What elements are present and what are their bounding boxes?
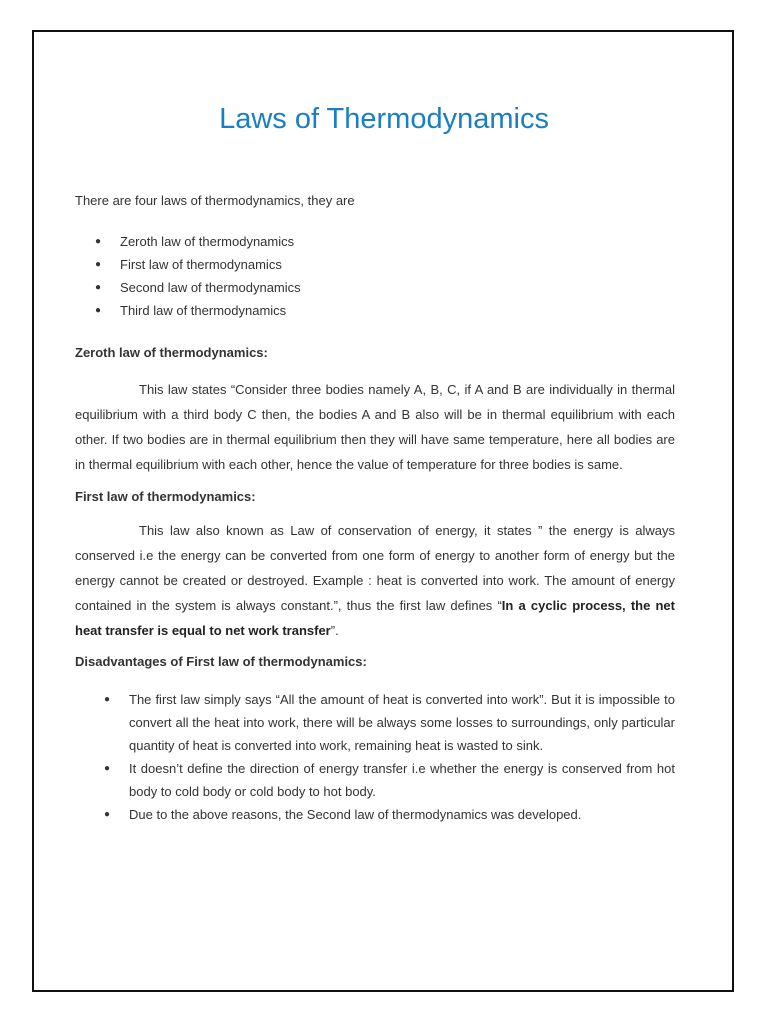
list-item: ● Second law of thermodynamics — [75, 276, 675, 299]
list-item: ● Third law of thermodynamics — [75, 299, 675, 322]
list-item: ● It doesn’t define the direction of energy transfer i.e whether the energy is conserved from hot body to cold body or cold body to hot body. — [75, 757, 675, 803]
list-item: ● Due to the above reasons, the Second law of thermodynamics was developed. — [75, 803, 675, 826]
first-law-paragraph: This law also known as Law of conservation of energy, it states ” the energy is always conserved i.e the energy can be converted from one form of energy to another form of energy but the energy cannot be created or destroyed. Example : heat is converted into work. The amount of energy contained in the system is always constant.”, thus the first law defines “In a cyclic process, the net heat transfer is equal to net work transfer”. — [75, 523, 675, 638]
list-item: ● The first law simply says “All the amount of heat is converted into work”. But it is impossible to convert all the heat into work, there will be always some losses to surroundings, only particular quantity of heat is converted into work, remaining heat is wasted to sink. — [75, 688, 675, 757]
cyclic-process-statement: In a cyclic process, the net heat transfer is equal to net work transfer — [75, 598, 675, 638]
bullet-icon: ● — [95, 236, 102, 247]
first-law-heading: First law of thermodynamics: — [75, 489, 256, 504]
bullet-icon: ● — [95, 305, 102, 316]
document-body — [75, 190, 675, 826]
zeroth-law-paragraph: This law states “Consider three bodies namely A, B, C, if A and B are individually in thermal equilibrium with a third body C then, the bodies A and B also will be in thermal equilibrium with each other. If two bodies are in thermal equilibrium then they will have same temperature, here all bodies are in thermal equilibrium with each other, hence the value of temperature for three bodies is same. — [75, 382, 675, 472]
bullet-icon: ● — [95, 259, 102, 270]
document-title: Laws of Thermodynamics — [219, 103, 549, 135]
list-item: ● Zeroth law of thermodynamics — [75, 230, 675, 253]
disadvantages-heading: Disadvantages of First law of thermodynamics: — [75, 654, 367, 669]
bullet-icon: ● — [104, 809, 111, 820]
bullet-icon: ● — [95, 282, 102, 293]
bullet-icon: ● — [104, 694, 111, 705]
zeroth-law-heading: Zeroth law of thermodynamics: — [75, 345, 268, 360]
laws-list — [75, 230, 675, 322]
bullet-icon: ● — [104, 763, 111, 774]
disadvantages-list — [75, 688, 675, 826]
list-item: ● First law of thermodynamics — [75, 253, 675, 276]
intro-text: There are four laws of thermodynamics, they are — [75, 193, 355, 208]
